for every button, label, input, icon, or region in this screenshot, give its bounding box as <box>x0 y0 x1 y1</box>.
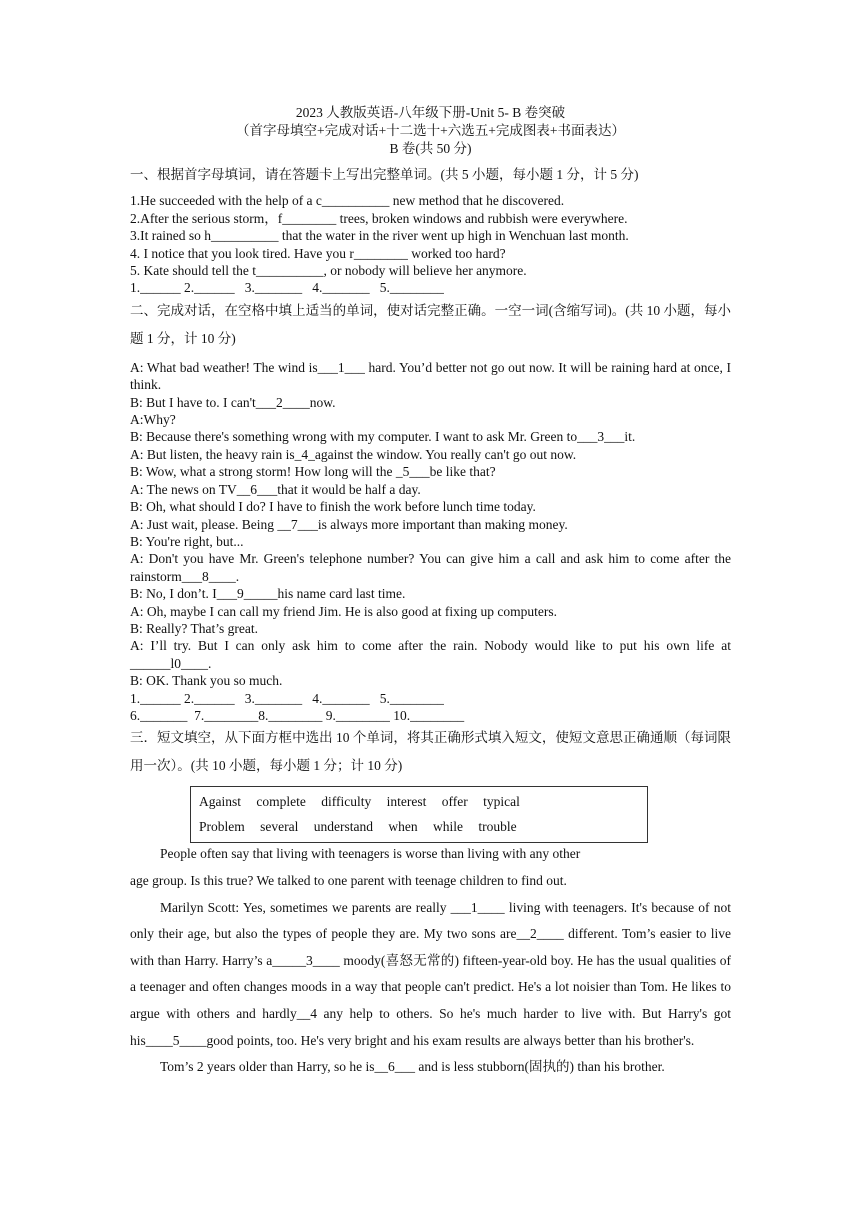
passage-intro-line-2: age group. Is this true? We talked to one parent with teenage children to find out. <box>130 872 567 888</box>
section1-item-1: 1.He succeeded with the help of a c__________ new method that he discovered. <box>130 193 565 209</box>
dialogue-line: B: You're right, but... <box>130 533 244 549</box>
worksheet-subtitle: （首字母填空+完成对话+十二选十+六选五+完成图表+书面表达） <box>235 123 626 138</box>
dialogue-line: A: I’ll try. But I can only ask him to come after the rain. Nobody would like to put his own life at ______l0____. <box>130 638 731 671</box>
dialogue-line: B: Really? That’s great. <box>130 620 258 636</box>
word-option: typical <box>483 794 520 810</box>
section1-answer-row: 1.______ 2.______ 3._______ 4._______ 5.________ <box>130 280 444 296</box>
section2-heading: 二、完成对话，在空格中填上适当的单词，使对话完整正确。一空一词(含缩写词)。(共 10 小题，每小题 1 分，计 10 分) <box>130 302 731 346</box>
word-box-row <box>199 814 639 839</box>
word-option: Problem <box>199 819 245 835</box>
section1-item-5: 5. Kate should tell the t__________, or nobody will believe her anymore. <box>130 263 527 279</box>
dialogue-line: B: But I have to. I can't___2____now. <box>130 394 336 410</box>
dialogue-line: A: But listen, the heavy rain is_4_against the window. You really can't go out now. <box>130 446 577 462</box>
dialogue-line: B: No, I don’t. I___9_____his name card last time. <box>130 586 406 602</box>
dialogue-line: A: The news on TV__6___that it would be half a day. <box>130 481 421 497</box>
passage-intro-line-1: People often say that living with teenagers is worse than living with any other <box>160 846 581 862</box>
passage-paragraph-2: Marilyn Scott: Yes, sometimes we parents are really ___1____ living with teenagers. It's because of not only their age, but also the types of people they are. My two sons are__2____ different. Tom’s easier to live with than Harry. Harry’s a_____3____ moody(喜怒无常的) fifteen-year-old boy. He has the usual qualities of a teenager and often changes moods in a way that people can't predict. He's a lot noisier than Tom. He likes to argue with others and hardly__4 any help to others. So he's much harder to live with. But Harry's got his____5____good points, too. He's very bright and his exam results are always better than his brother's. <box>130 899 731 1048</box>
word-option: understand <box>313 819 373 835</box>
worksheet-title: 2023 人教版英语-八年级下册-Unit 5- B 卷突破 <box>295 105 566 120</box>
word-option: offer <box>441 794 468 810</box>
word-option: Against <box>199 794 241 810</box>
word-option: while <box>432 819 463 835</box>
word-option: complete <box>256 794 306 810</box>
section1-item-2: 2.After the serious storm，f________ trees, broken windows and rubbish were everywhere. <box>130 210 628 226</box>
word-box <box>190 786 648 843</box>
dialogue-line: A: Just wait, please. Being __7___is always more important than making money. <box>130 516 568 532</box>
word-option: interest <box>386 794 427 810</box>
dialogue-line: B: OK. Thank you so much. <box>130 673 283 689</box>
dialogue-line: A: Oh, maybe I can call my friend Jim. He is also good at fixing up computers. <box>130 603 558 619</box>
section1-heading: 一、根据首字母填词，请在答题卡上写出完整单词。(共 5 小题，每小题 1 分，计 5 分) <box>130 167 639 182</box>
word-option: trouble <box>478 819 517 835</box>
section1-item-3: 3.It rained so h__________ that the water in the river went up high in Wenchuan last month. <box>130 228 629 244</box>
paper-label: B 卷(共 50 分) <box>389 141 472 156</box>
word-option: difficulty <box>321 794 372 810</box>
dialogue-line: A: Don't you have Mr. Green's telephone number? You can give him a call and ask him to come after the rainstorm___8____. <box>130 551 731 584</box>
dialogue-line: A: What bad weather! The wind is___1___ hard. You’d better not go out now. It will be raining hard at once, I think. <box>130 359 731 393</box>
worksheet-page <box>130 104 731 1081</box>
dialogue-line: B: Because there's something wrong with my computer. I want to ask Mr. Green to___3___it. <box>130 429 636 445</box>
word-box-row <box>199 789 639 814</box>
passage-paragraph-3: Tom’s 2 years older than Harry, so he is__6___ and is less stubborn(固执的) than his brother. <box>160 1059 665 1075</box>
dialogue-line: B: Wow, what a strong storm! How long will the _5___be like that? <box>130 464 496 480</box>
word-option: when <box>388 819 418 835</box>
section2-answer-row-1: 1.______ 2.______ 3._______ 4._______ 5.________ <box>130 690 444 706</box>
word-option: several <box>260 819 299 835</box>
dialogue-line: B: Oh, what should I do? I have to finish the work before lunch time today. <box>130 499 536 515</box>
dialogue-line: A:Why? <box>130 412 176 428</box>
section2-answer-row-2: 6._______ 7.________8.________ 9.________ 10.________ <box>130 707 465 723</box>
section3-heading: 三．短文填空，从下面方框中选出 10 个单词，将其正确形式填入短文，使短文意思正确通顺（每词限用一次）。(共 10 小题，每小题 1 分；计 10 分) <box>130 730 731 774</box>
section1-item-4: 4. I notice that you look tired. Have you r________ worked too hard? <box>130 245 506 261</box>
